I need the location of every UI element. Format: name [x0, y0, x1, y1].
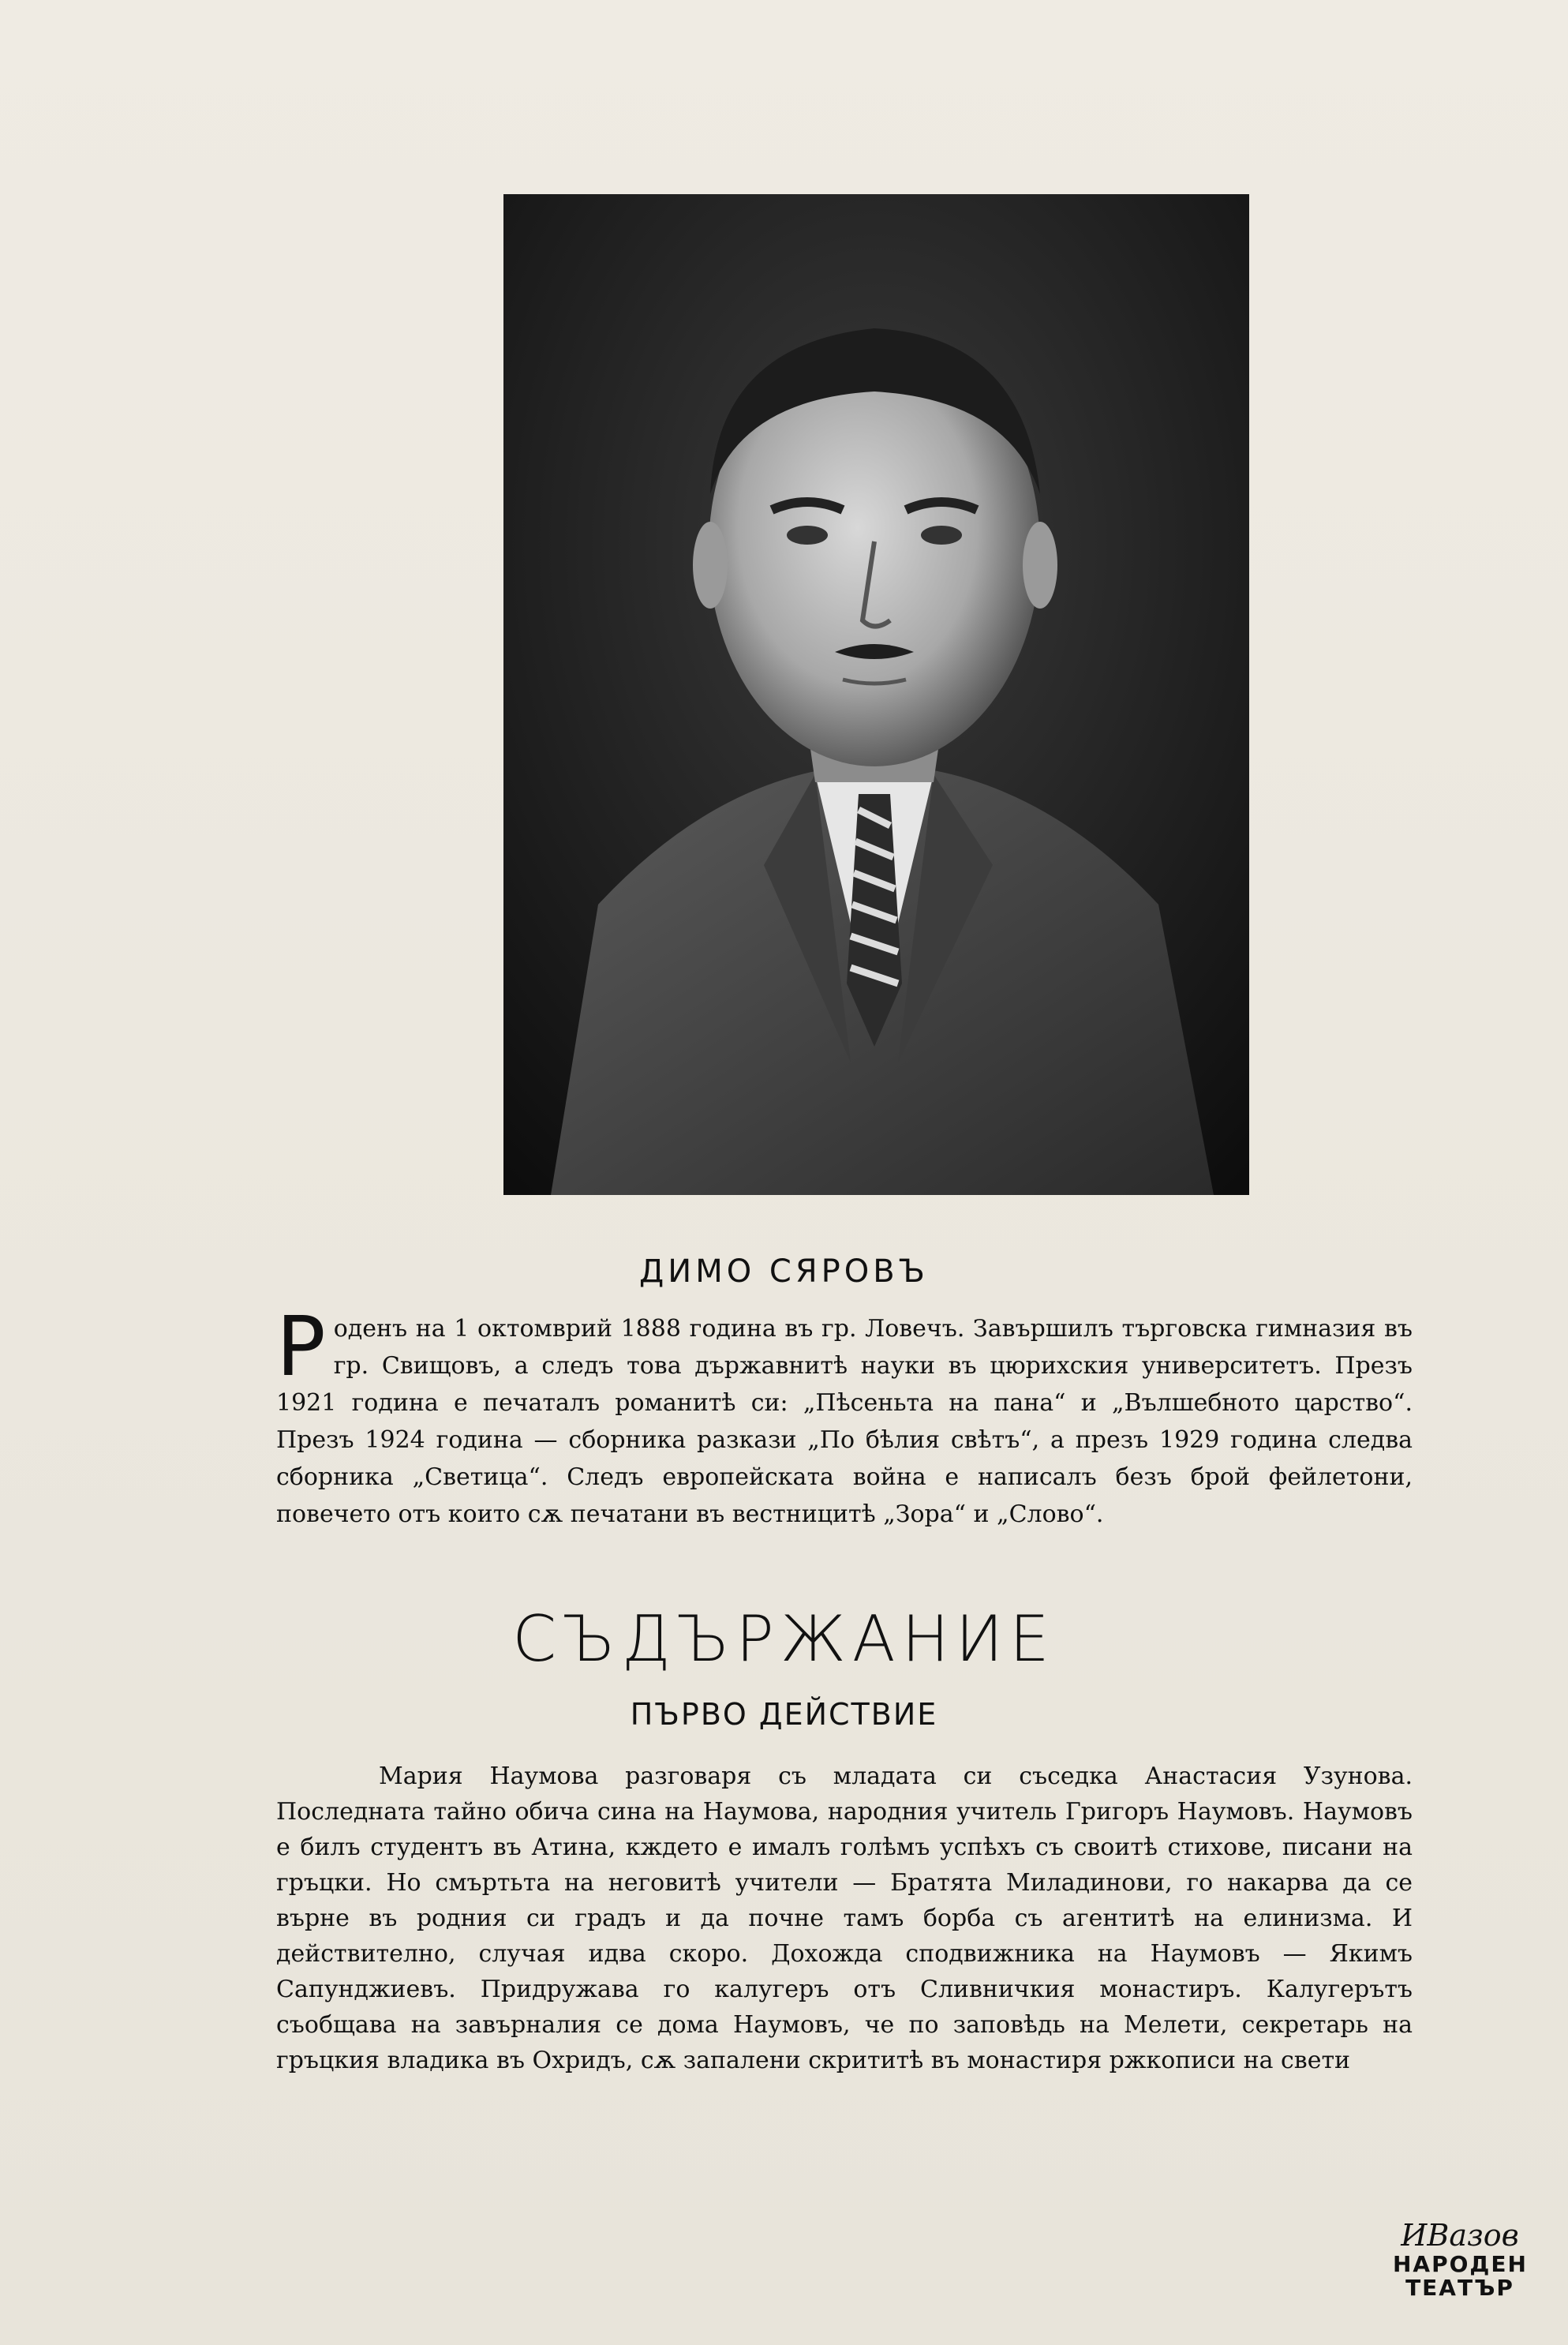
- author-biography: [276, 1298, 1413, 1533]
- logo-line-2: ТЕАТЪР: [1405, 2275, 1514, 2301]
- portrait-photo: [503, 194, 1249, 1195]
- biography-text: оденъ на 1 октомврий 1888 година въ гр. Ловечъ. Завършилъ търговска гимназия въ гр. Свищовъ, а следъ това държавнитѣ науки въ цюрихския университетъ. Презъ 1921 година е печаталъ романитѣ си: „Пѣсеньта на пана“ и „Вълшебното царство“. Презъ 1924 година — сборника разкази „По бѣлия свѣтъ“, а презъ 1929 година следва сборника „Светица“. Следъ европейската война е написалъ безъ брой фейлетони, повечето отъ които сѫ печатани въ вестницитѣ „Зора“ и „Слово“.: [276, 1315, 1413, 1528]
- act-heading: ПЪРВО ДЕЙСТВИЕ: [630, 1697, 938, 1732]
- logo-line-1: НАРОДЕН: [1393, 2251, 1528, 2277]
- national-theatre-logo: [1393, 2218, 1527, 2313]
- portrait-image: [503, 194, 1249, 1195]
- drop-cap: Р: [276, 1298, 326, 1395]
- logo-script: ИВазов: [1401, 2218, 1519, 2253]
- portrait-caption: ДИМО СЯРОВЪ: [639, 1253, 929, 1290]
- contents-heading: СЪДЪРЖАНИЕ: [512, 1602, 1056, 1676]
- act-summary: Мария Наумова разговаря съ младата си съседка Анастасия Узунова. Последната тайно обича сина на Наумова, народния учитель Григоръ Наумовъ. Наумовъ е билъ студентъ въ Атина, кждето е ималъ голѣмъ успѣхъ съ своитѣ стихове, писани на гръцки. Но смъртьта на неговитѣ учители — Братята Миладинови, го накарва да се върне въ родния си градъ и да почне тамъ борба съ агентитѣ на елинизма. И действително, случая идва скоро. Дохожда сподвижника на Наумовъ — Якимъ Сапунджиевъ. Придружава го калугеръ отъ Сливничкия монастиръ. Калугерътъ съобщава на завърналия се дома Наумовъ, че по заповѣдь на Мелети, секретарь на гръцкия владика въ Охридъ, сѫ запалени скрититѣ въ монастиря ржкописи на свети: [276, 1762, 1413, 2074]
